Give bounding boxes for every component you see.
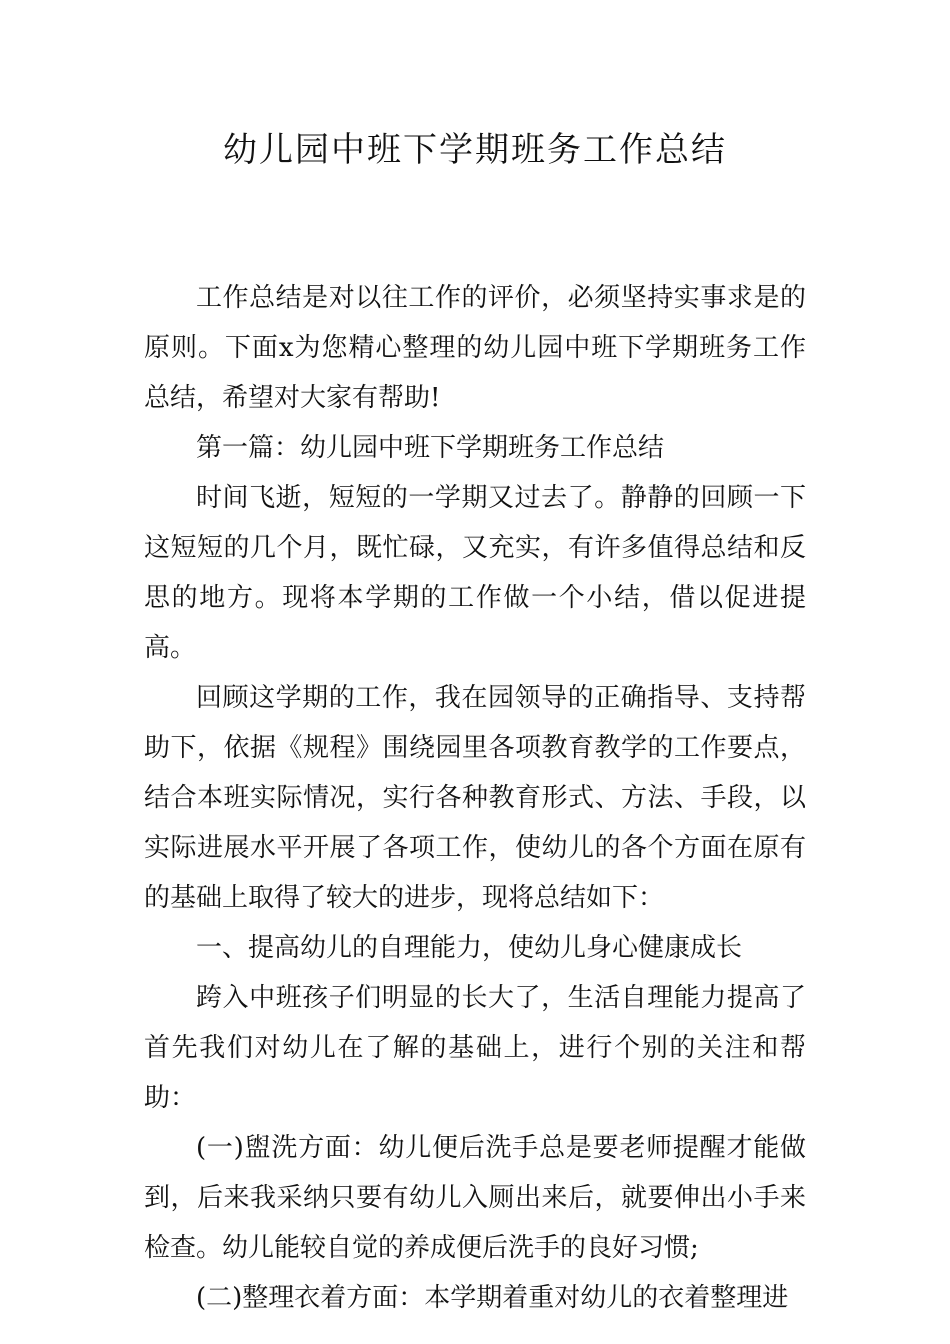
paragraph: 时间飞逝，短短的一学期又过去了。静静的回顾一下这短短的几个月，既忙碌，又充实，有许多值得总结和反思的地方。现将本学期的工作做一个小结，借以促进提高。 <box>144 483 806 663</box>
paragraph-intro: 工作总结是对以往工作的评价，必须坚持实事求是的原则。下面x为您精心整理的幼儿园中班下学期班务工作总结，希望对大家有帮助! <box>144 283 806 413</box>
document-title: 幼儿园中班下学期班务工作总结 <box>223 130 727 170</box>
paragraph: (一)盥洗方面：幼儿便后洗手总是要老师提醒才能做到，后来我采纳只要有幼儿入厕出来后，就要伸出小手来检查。幼儿能较自觉的养成便后洗手的良好习惯; <box>144 1133 806 1263</box>
paragraph-section-heading: 第一篇：幼儿园中班下学期班务工作总结 <box>196 433 665 463</box>
document-body <box>144 273 806 1323</box>
paragraph: 跨入中班孩子们明显的长大了，生活自理能力提高了首先我们对幼儿在了解的基础上，进行个别的关注和帮助： <box>144 983 806 1113</box>
paragraph-subheading: 一、提高幼儿的自理能力，使幼儿身心健康成长 <box>196 933 743 963</box>
paragraph: (二)整理衣着方面：本学期着重对幼儿的衣着整理进 <box>196 1283 789 1313</box>
paragraph: 回顾这学期的工作，我在园领导的正确指导、支持帮助下，依据《规程》围绕园里各项教育教学的工作要点，结合本班实际情况，实行各种教育形式、方法、手段，以实际进展水平开展了各项工作，使幼儿的各个方面在原有的基础上取得了较大的进步，现将总结如下： <box>144 683 806 913</box>
